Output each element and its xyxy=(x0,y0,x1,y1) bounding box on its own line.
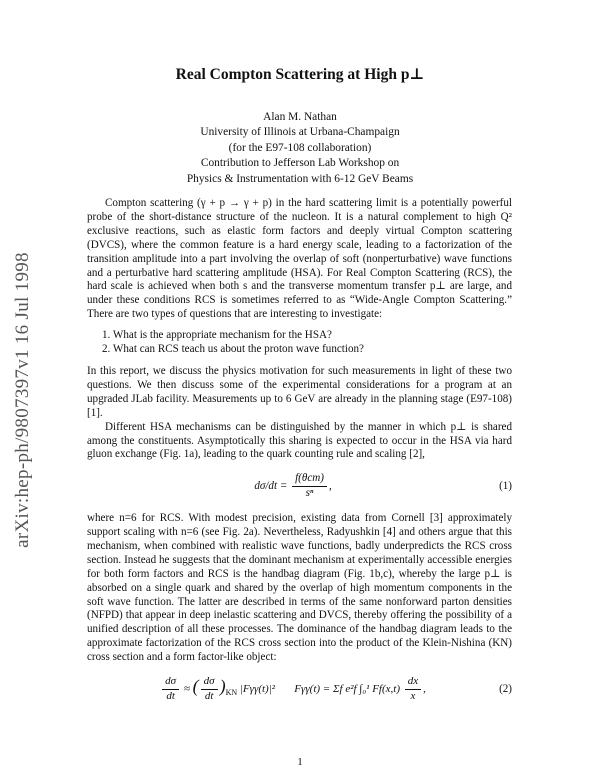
eq2-approx: ≈ xyxy=(183,683,190,696)
author-workshop: Physics & Instrumentation with 6-12 GeV Beams xyxy=(186,172,414,185)
eq2-tail: , xyxy=(423,683,426,696)
eq2-kn-fraction xyxy=(201,675,218,704)
eq2-int-den: x xyxy=(410,690,416,702)
paragraph-mechanisms: Different HSA mechanisms can be distinguished by the manner in which p⊥ is shared among the constituents. Asymptotically this sharing is expected to occur in the HSA via hard gluon exchange (Fig. 1a), leading to the quark counting rule and scaling [2], xyxy=(87,420,512,461)
paragraph-handbag: where n=6 for RCS. With modest precision, existing data from Cornell [3] approximately support scaling with n=6 (see Fig. 2a). Nevertheless, Radyushkin [4] and others argue that this mechanism, when combined with realistic wave functions, badly underpredicts the RCS cross section. Instead he suggests that the dominant mechanism at experimentally accessible energies for both form factors and RCS is the handbag diagram (Fig. 1b,c), whereby the large p⊥ is absorbed on a single quark and shared by the overlap of high momentum components in the soft wave function. The latter are described in terms of the same nonforward parton densities (NFPD) that appear in deep inelastic scattering and DVCS, thereby offering the possibility of a unified description of all these processes. The dominance of the handbag diagram leads to the approximate factorization of the RCS cross section into the product of the Klein-Nishina (KN) cross section and a form factor-like object: xyxy=(87,512,512,664)
eq1-fraction xyxy=(292,472,327,501)
eq2-number: (2) xyxy=(499,682,512,695)
eq2-kn-den: dt xyxy=(204,690,214,702)
paper-body xyxy=(87,197,512,715)
eq2-kn-sub: KN xyxy=(225,688,238,698)
eq1-numerator: f(θcm) xyxy=(292,472,327,487)
eq2-lhs-den: dt xyxy=(166,690,175,702)
paper-title: Real Compton Scattering at High p⊥ xyxy=(175,66,425,83)
eq2-lhs-fraction xyxy=(162,675,179,704)
eq2-lhs-num: dσ xyxy=(162,675,179,690)
eq2-int-num: dx xyxy=(405,675,421,690)
eq2-form-factor: |Fγγ(t)|² xyxy=(239,683,276,696)
author-collaboration: (for the E97-108 collaboration) xyxy=(228,141,372,154)
arxiv-id: arXiv:hep-ph/9807397v1 16 Jul 1998 xyxy=(12,252,33,548)
question-list xyxy=(87,329,512,357)
paragraph-intro: Compton scattering (γ + p → γ + p) in the hard scattering limit is a potentially powerful probe of the short-distance structure of the nucleon. It is a natural complement to high Q² exclusive reactions, such as elastic form factors and deeply virtual Compton scattering (DVCS), where the common feature is a hard energy scale, leading to a factorization of the transition amplitude into a part involving the overlap of soft (nonperturbative) wave functions and a perturbative hard scattering amplitude (HSA). For Real Compton Scattering (RCS), the hard scale is achieved when both s and the transverse momentum transfer p⊥ are large, and under these conditions RCS is sometimes referred to as “Wide-Angle Compton Scattering.” There are two types of questions that are interesting to investigate: xyxy=(87,197,512,321)
eq2-kn-num: dσ xyxy=(201,675,218,690)
author-affiliation: University of Illinois at Urbana-Champaign xyxy=(200,126,400,139)
equation-2: $\frac{d\sigma}{dt}$ ≈ ( $\frac{d\sigma}{dt}$ )$_{KN}$ |Fγγ(t)|² Fγγ(t) = Σf e²f ∫₀¹ Ff(x,t) $\frac{dx}{x}$ , (2) xyxy=(87,675,512,704)
list-item: 2. What can RCS teach us about the proton wave function? xyxy=(102,343,364,356)
eq1-tail: , xyxy=(328,480,332,493)
author-block xyxy=(0,110,600,187)
eq1-number: (1) xyxy=(499,479,512,492)
author-name: Alan M. Nathan xyxy=(263,111,337,123)
eq1-lhs: dσ/dt = xyxy=(254,480,288,493)
list-item: 1. What is the appropriate mechanism for the HSA? xyxy=(102,329,332,342)
arxiv-sidebar-stamp xyxy=(6,200,40,600)
eq2-definition: Fγγ(t) = Σf e²f ∫₀¹ Ff(x,t) xyxy=(294,683,400,696)
eq2-integrand-fraction xyxy=(405,675,421,704)
eq1-denominator: sⁿ xyxy=(305,487,314,500)
page-number: 1 xyxy=(297,756,303,768)
author-contribution: Contribution to Jefferson Lab Workshop on xyxy=(200,157,400,170)
paragraph-report: In this report, we discuss the physics motivation for such measurements in light of these two questions. We then discuss some of the experimental considerations for a program at an upgraded JLab facility. Measurements up to 6 GeV are already in the planning stage (E97-108) [1]. xyxy=(87,364,512,419)
equation-1 xyxy=(87,472,512,501)
